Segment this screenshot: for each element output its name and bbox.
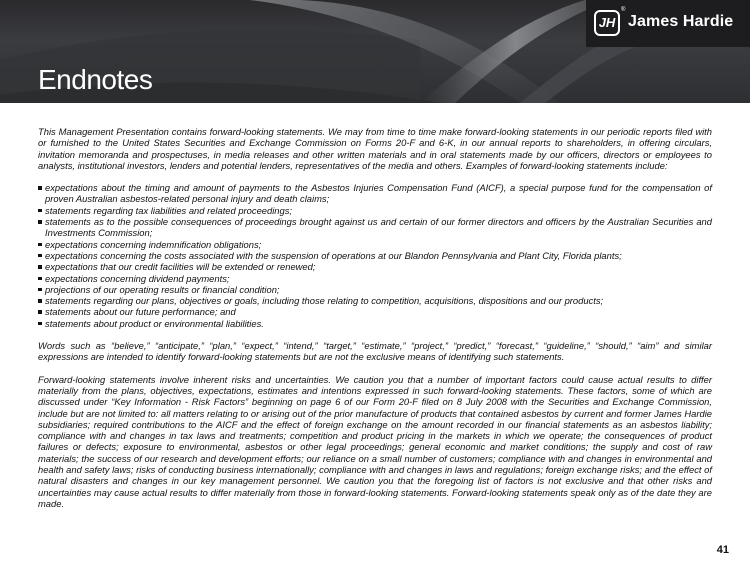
list-item: projections of our operating results or financial condition; — [38, 284, 712, 295]
list-item: statements about our future performance; and — [38, 306, 712, 317]
risks-paragraph: Forward-looking statements involve inherent risks and uncertainties. We caution you that a number of important factors could cause actual results to differ materially from the plans, objectives, expectations, estimates and intentions expressed in such forward-looking statements. These factors, some of which are discussed under “Key Information - Risk Factors” beginning on page 6 of our Form 20-F filed on 8 July 2008 with the Securities and Exchange Commission, include but are not limited to: all matters relating to or arising out of the prior manufacture of products that contained asbestos by current and former James Hardie subsidiaries; required contributions to the AICF and the effect of foreign exchange on the amount recorded in our financial statements as an asbestos liability; compliance with and changes in tax laws and treatments; competition and product pricing in the markets in which we operate; the consequences of product failures or defects; exposure to environmental, asbestos or other legal proceedings; general economic and market conditions; the supply and cost of raw materials; the success of our research and development efforts; our reliance on a small number of customers; compliance with and changes in environmental and health and safety laws; risks of conducting business internationally; compliance with and changes in laws and regulations; foreign exchange risks; and the effect of natural disasters and changes in our key management personnel. We caution you that the foregoing list of factors is not exclusive and that other risks and uncertainties may cause actual results to differ materially from those in forward-looking statements. Forward-looking statements speak only as of the date they are made. — [38, 373, 712, 509]
logo-wordmark: James Hardie — [628, 13, 734, 30]
registered-mark: ® — [621, 7, 626, 13]
header-banner — [0, 0, 750, 103]
page-title: Endnotes — [38, 64, 153, 95]
list-item: expectations about the timing and amount of payments to the Asbestos Injuries Compensation Fund (AICF), a special purpose fund for the compensation of proven Australian asbestos-related personal injury and death claims; — [38, 182, 712, 205]
page-number: 41 — [716, 544, 729, 556]
list-item: statements about product or environmental liabilities. — [38, 318, 712, 329]
endnotes-body — [38, 126, 712, 520]
list-item: expectations concerning dividend payments; — [38, 273, 712, 284]
logo-mark-icon: JH — [594, 10, 620, 36]
list-item: statements regarding our plans, objectives or goals, including those relating to competition, acquisitions, dispositions and our products; — [38, 295, 712, 306]
list-item: expectations that our credit facilities will be extended or renewed; — [38, 261, 712, 272]
list-item: statements regarding tax liabilities and related proceedings; — [38, 205, 712, 216]
words-paragraph: Words such as “believe,” “anticipate,” “plan,” “expect,” “intend,” “target,” “estimate,” “project,” “predict,” “forecast,” “guideline,” “should,” “aim” and similar expressions are intended to identify forward-looking statements but are not the exclusive means of identifying such statements. — [38, 340, 712, 363]
company-logo — [586, 0, 750, 47]
list-item: expectations concerning indemnification obligations; — [38, 239, 712, 250]
forward-looking-examples-list — [38, 182, 712, 329]
intro-paragraph: This Management Presentation contains forward-looking statements. We may from time to time make forward-looking statements in our periodic reports filed with or furnished to the United States Securities and Exchange Commission on Forms 20-F and 6-K, in our annual reports to shareholders, in offering circulars, invitation memoranda and prospectuses, in media releases and other written materials and in oral statements made by our officers, directors or employees to analysts, institutional investors, lenders and potential lenders, representatives of the media and others. Examples of forward-looking statements include: — [38, 126, 712, 171]
list-item: statements as to the possible consequences of proceedings brought against us and certain of our former directors and officers by the Australian Securities and Investments Commission; — [38, 216, 712, 239]
list-item: expectations concerning the costs associated with the suspension of operations at our Blandon Pennsylvania and Plant City, Florida plants; — [38, 250, 712, 261]
